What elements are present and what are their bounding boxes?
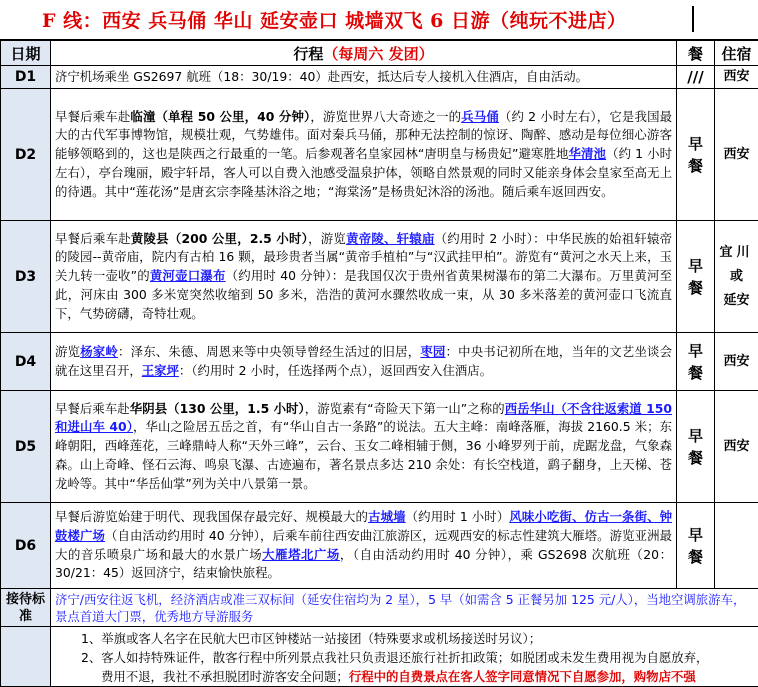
notes-row xyxy=(1,627,758,687)
meal-value: 早餐 xyxy=(688,340,704,384)
standard-label: 接待标准 xyxy=(1,589,51,627)
header-hotel: 住宿 xyxy=(715,41,758,66)
hotel-cell xyxy=(715,221,758,333)
content-text: 早餐后乘车赴 xyxy=(55,109,130,124)
content-text: ：泽东、朱德、周恩来等中央领导曾经生活过的旧居， xyxy=(118,344,420,359)
day-content xyxy=(51,391,677,503)
day-label: D4 xyxy=(1,333,51,391)
header-day: 日期 xyxy=(1,41,51,66)
header-row xyxy=(1,41,758,66)
content-text: 早餐后乘车赴 xyxy=(55,231,131,246)
attraction-name: 黄帝陵、轩辕庙 xyxy=(346,231,435,246)
meal-value: 早餐 xyxy=(688,524,704,568)
attraction-name: 华清池 xyxy=(569,146,607,161)
note-1: 1、举旗或客人名字在民航大巴市区钟楼站一站接团（特殊要求或机场接送时另议）； xyxy=(81,629,754,648)
day-label: D3 xyxy=(1,221,51,333)
day-row xyxy=(1,503,758,589)
hotel-value: 西安 xyxy=(723,439,749,454)
day-content xyxy=(51,503,677,589)
note-2-warning: 行程中的自费景点在客人签字同意情况下自愿参加，购物店不强 xyxy=(349,669,696,684)
route-info: 黄陵县（200 公里，2.5 小时） xyxy=(131,231,308,246)
day-content xyxy=(51,221,677,333)
day-label: D6 xyxy=(1,503,51,589)
content-text: ：（约用时 2 小时，任选择两个点），返回西安入住酒店。 xyxy=(179,363,492,378)
content-text: （约 1 小时左右），亭台瑰丽，殿宇轩昂，客人可以自费入池感受温泉护体，领略自然景观的同时又能亲身体会皇家至高无上的待遇。其中“莲花汤”是唐玄宗李隆基沐浴之地；“海棠汤”是杨贵妃沐浴的汤池。随后乘车返回西安。 xyxy=(55,146,672,199)
hotel-value: 西安 xyxy=(723,354,749,369)
title-bar xyxy=(0,0,758,40)
standard-content: 济宁/西安往返飞机，经济酒店或准三双标间（延安住宿均为 2 星），5 早（如需含 5 正餐另加 125 元/人），当地空调旅游车，景点首道大门票，优秀地方导游服务 xyxy=(51,589,758,627)
day-rows xyxy=(1,66,758,589)
day-content xyxy=(51,66,677,89)
standard-row xyxy=(1,589,758,627)
meal-cell xyxy=(677,89,715,221)
text-cursor xyxy=(692,6,694,32)
meal-cell xyxy=(677,503,715,589)
content-text: ，游览世界八大奇迹之一的 xyxy=(310,109,461,124)
content-text: （约 2 小时左右），它是我国最大的古代军事博物馆，规模壮观，气势雄伟。面对秦兵马俑，那种无法控制的惊讶、陶醉、感动是每位细心游客能够领略到的，这也是陕西之行最重的一笔。后参观著名皇家园林“唐明皇与杨贵妃”避寒胜地 xyxy=(55,109,672,162)
content-text: ，（自由活动约用时 40 分钟），乘 GS2698 次航班（20：30/21：45）返回济宁，结束愉快旅程。 xyxy=(55,547,672,581)
day-row xyxy=(1,221,758,333)
day-content xyxy=(51,333,677,391)
note-2-middle: 费用不退，我社不承担脱团时游客安全问题； xyxy=(101,669,349,684)
hotel-cell xyxy=(715,503,758,589)
header-trip xyxy=(51,41,677,66)
route-info: 临潼（单程 50 公里，40 分钟） xyxy=(130,109,310,124)
hotel-value: 西安 xyxy=(723,69,749,84)
hotel-value: 西安 xyxy=(723,147,749,162)
content-text: 济宁机场乘坐 GS2697 航班（18：30/19：40）赴西安，抵达后专人接机入住酒店，自由活动。 xyxy=(55,69,588,84)
content-text: （自由活动约用时 40 分钟），后乘车前往西安曲江旅游区，远观西安的标志性建筑大雁塔。游览亚洲最大的音乐喷泉广场和最大的水景广场 xyxy=(55,528,672,562)
hotel-cell xyxy=(715,66,758,89)
meal-cell xyxy=(677,221,715,333)
notes-content xyxy=(51,627,758,687)
day-content xyxy=(51,89,677,221)
content-text: ，游览素有“奇险天下第一山”之称的 xyxy=(305,401,505,416)
attraction-name: 大雁塔北广场 xyxy=(262,547,340,562)
meal-cell xyxy=(677,391,715,503)
content-text: ，游览 xyxy=(308,231,346,246)
attraction-name: 西岳华山（不含往返索道 150 和进山车 40） xyxy=(55,401,672,435)
content-text: 游览 xyxy=(55,344,80,359)
route-info: 华阴县（130 公里，1.5 小时） xyxy=(130,401,305,416)
attraction-name: 杨家岭 xyxy=(80,344,118,359)
day-label: D5 xyxy=(1,391,51,503)
hotel-cell xyxy=(715,333,758,391)
hotel-cell xyxy=(715,89,758,221)
meal-value: /// xyxy=(687,66,703,88)
attraction-name: 风味小吃街、仿古一条街、钟鼓楼广场 xyxy=(55,509,672,543)
day-row xyxy=(1,391,758,503)
header-trip-note: （每周六 发团） xyxy=(323,45,433,63)
header-meal: 餐 xyxy=(677,41,715,66)
meal-value: 早餐 xyxy=(688,425,704,469)
day-label: D1 xyxy=(1,66,51,89)
meal-cell xyxy=(677,66,715,89)
content-text: 早餐后乘车赴 xyxy=(55,401,130,416)
attraction-name: 枣园 xyxy=(420,344,445,359)
hotel-value: 宜川 或 延安 xyxy=(715,243,758,311)
attraction-name: 古城墙 xyxy=(368,509,406,524)
meal-value: 早餐 xyxy=(688,133,704,177)
day-row xyxy=(1,66,758,89)
meal-value: 早餐 xyxy=(688,255,704,299)
day-row xyxy=(1,89,758,221)
header-trip-label: 行程 xyxy=(293,45,323,63)
meal-cell xyxy=(677,333,715,391)
content-text: ：中央书记初所在地，当年的文艺坐谈会就在这里召开， xyxy=(55,344,672,378)
attraction-name: 兵马俑 xyxy=(461,109,499,124)
notes-label-cell xyxy=(1,627,51,687)
note-2-continued xyxy=(81,667,754,686)
content-text: （约用时 40 分钟）：是我国仅次于贵州省黄果树瀑布的第二大瀑布。万里黄河至此，河床由 300 多米宽突然收缩到 50 多米，浩浩的黄河水骤然收成一束，从 30 多米落差的黄河壶口飞流直下，气势磅礴，奇特壮观。 xyxy=(55,268,672,321)
note-2: 2、客人如持特殊证件，散客行程中所列景点我社只负责退还旅行社折扣政策；如脱团或未发生费用视为自愿放弃， xyxy=(81,648,754,667)
page-title: F 线：西安 兵马俑 华山 延安壶口 城墙双飞 6 日游（纯玩不进店） xyxy=(42,6,627,33)
attraction-name: 黄河壶口瀑布 xyxy=(150,268,226,283)
attraction-name: 王家坪 xyxy=(142,363,179,378)
content-text: （约用时 2 小时）：中华民族的始祖轩辕帝的陵园--黄帝庙，院内有古柏 16 颗，最珍贵者当属“黄帝手植柏”与“汉武挂甲柏”。游览有“黄河之水天上来，玉关九转一壶收”的 xyxy=(55,231,672,284)
content-text: 早餐后游览始建于明代、现我国保存最完好、规模最大的 xyxy=(55,509,368,524)
content-text: （约用时 1 小时） xyxy=(406,509,510,524)
day-row xyxy=(1,333,758,391)
content-text: ，华山之险居五岳之首，有“华山自古一条路”的说法。五大主峰：南峰落雁，海拔 2160.5 米；东峰朝阳，西峰莲花，三峰鼎峙人称“天外三峰”，云台、玉女二峰相辅于侧，36 小峰罗列于前，虎踞龙盘，气象森森。山上奇峰、怪石云海、鸣泉飞瀑、古迹遍布，著名景点多达 210 余处：有长空栈道，鹞子翻身，上天梯、苍龙岭等。其中“华岳仙掌”列为关中八景第一景。 xyxy=(55,419,672,490)
hotel-cell xyxy=(715,391,758,503)
itinerary-table xyxy=(0,40,758,687)
day-label: D2 xyxy=(1,89,51,221)
